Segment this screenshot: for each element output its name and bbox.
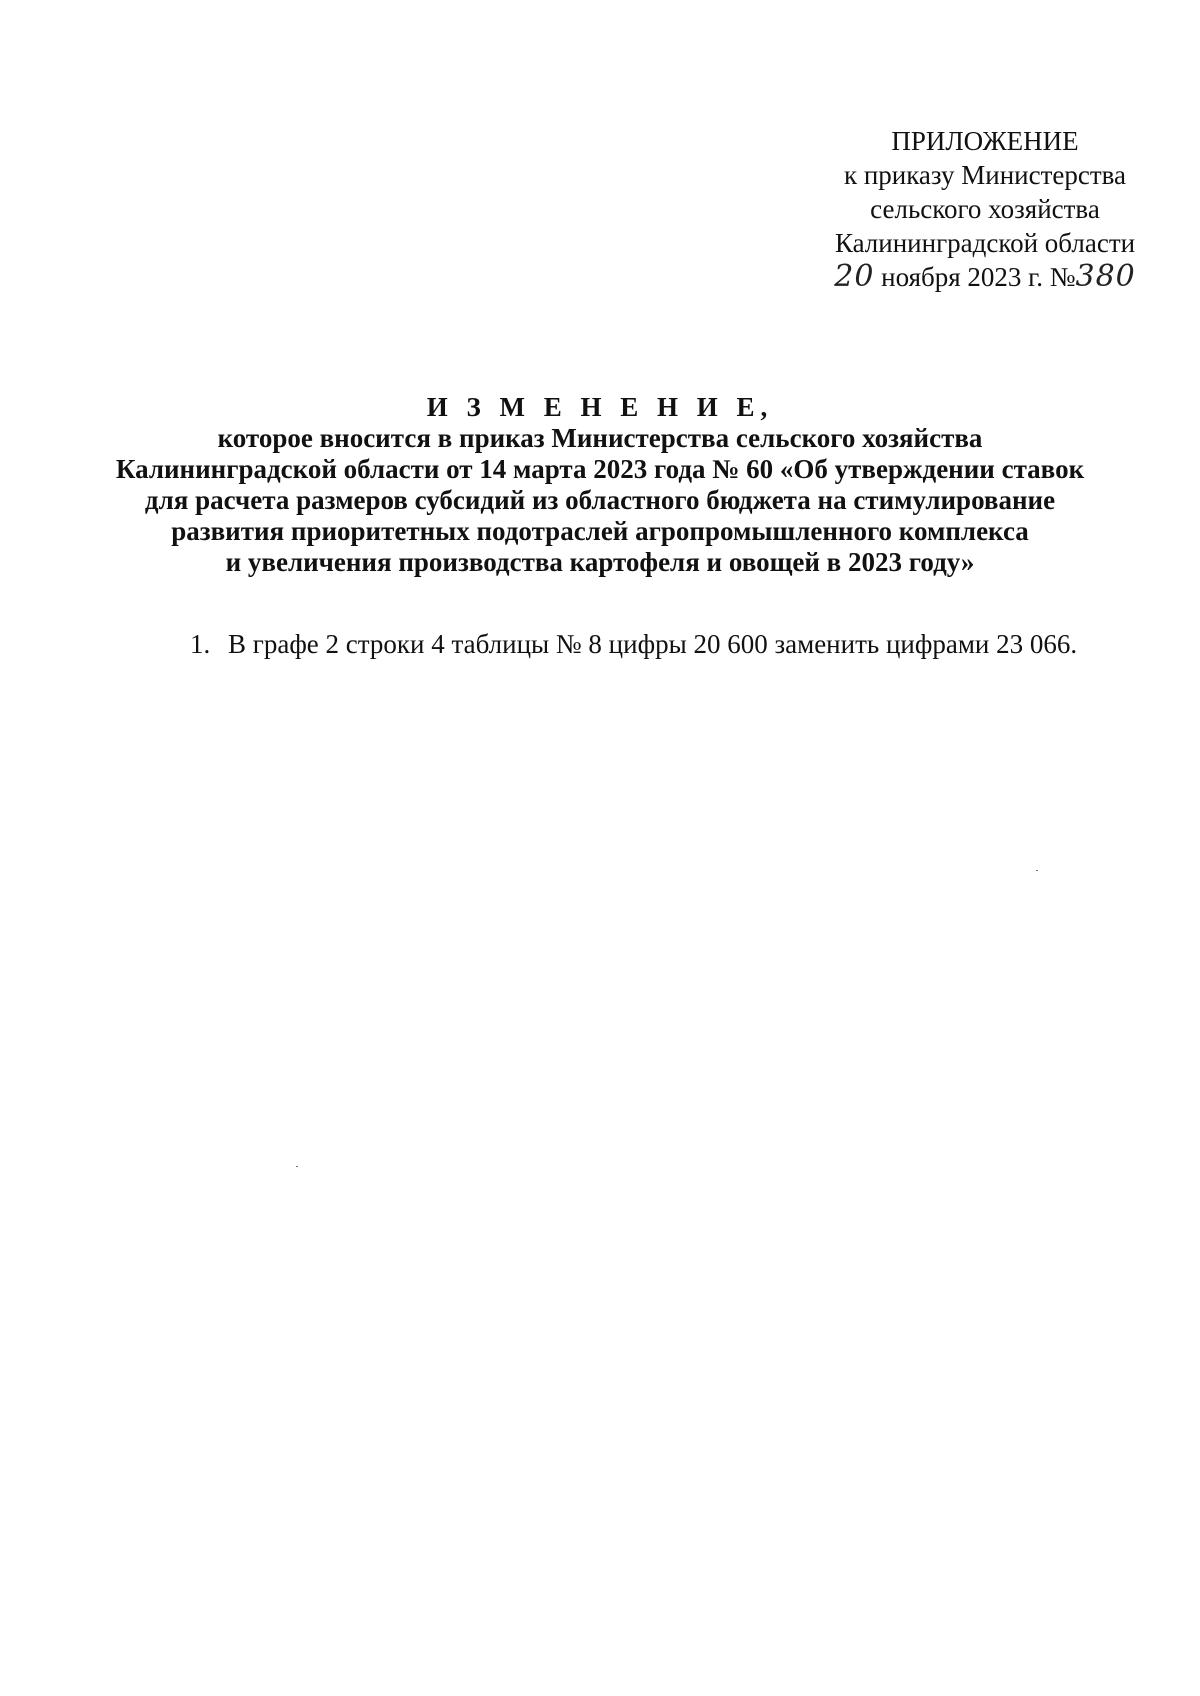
item-number: 1. [190, 629, 211, 659]
change-title-block [60, 392, 1140, 578]
appendix-line-1: к приказу Министерства [843, 160, 1127, 190]
scan-speck [296, 1166, 298, 1167]
appendix-block [800, 124, 1170, 294]
title-line: Калининградской области от 14 марта 2023 года № 60 «Об утверждении ставок [115, 454, 1085, 484]
handwritten-day: 20 [834, 259, 875, 294]
appendix-line-3: Калининградской области [834, 228, 1136, 258]
scan-speck [1036, 870, 1038, 871]
appendix-date-line [800, 260, 1170, 294]
change-heading: И З М Е Н Е Н И Е, [426, 392, 774, 422]
title-line: которое вносится в приказ Министерства сельского хозяйства [217, 423, 983, 453]
item-text: В графе 2 строки 4 таблицы № 8 цифры 20 600 заменить цифрами 23 066. [228, 629, 1078, 659]
appendix-title: ПРИЛОЖЕНИЕ [891, 126, 1079, 156]
body-paragraph [190, 627, 1150, 661]
handwritten-order-number: 380 [1075, 259, 1136, 294]
title-line: и увеличения производства картофеля и овощей в 2023 году» [225, 547, 975, 577]
appendix-line-2: сельского хозяйства [870, 194, 1100, 224]
title-line: развития приоритетных подотраслей агропромышленного комплекса [171, 516, 1029, 546]
date-text: ноября 2023 г. № [881, 262, 1076, 292]
title-line: для расчета размеров субсидий из областного бюджета на стимулирование [144, 485, 1056, 515]
